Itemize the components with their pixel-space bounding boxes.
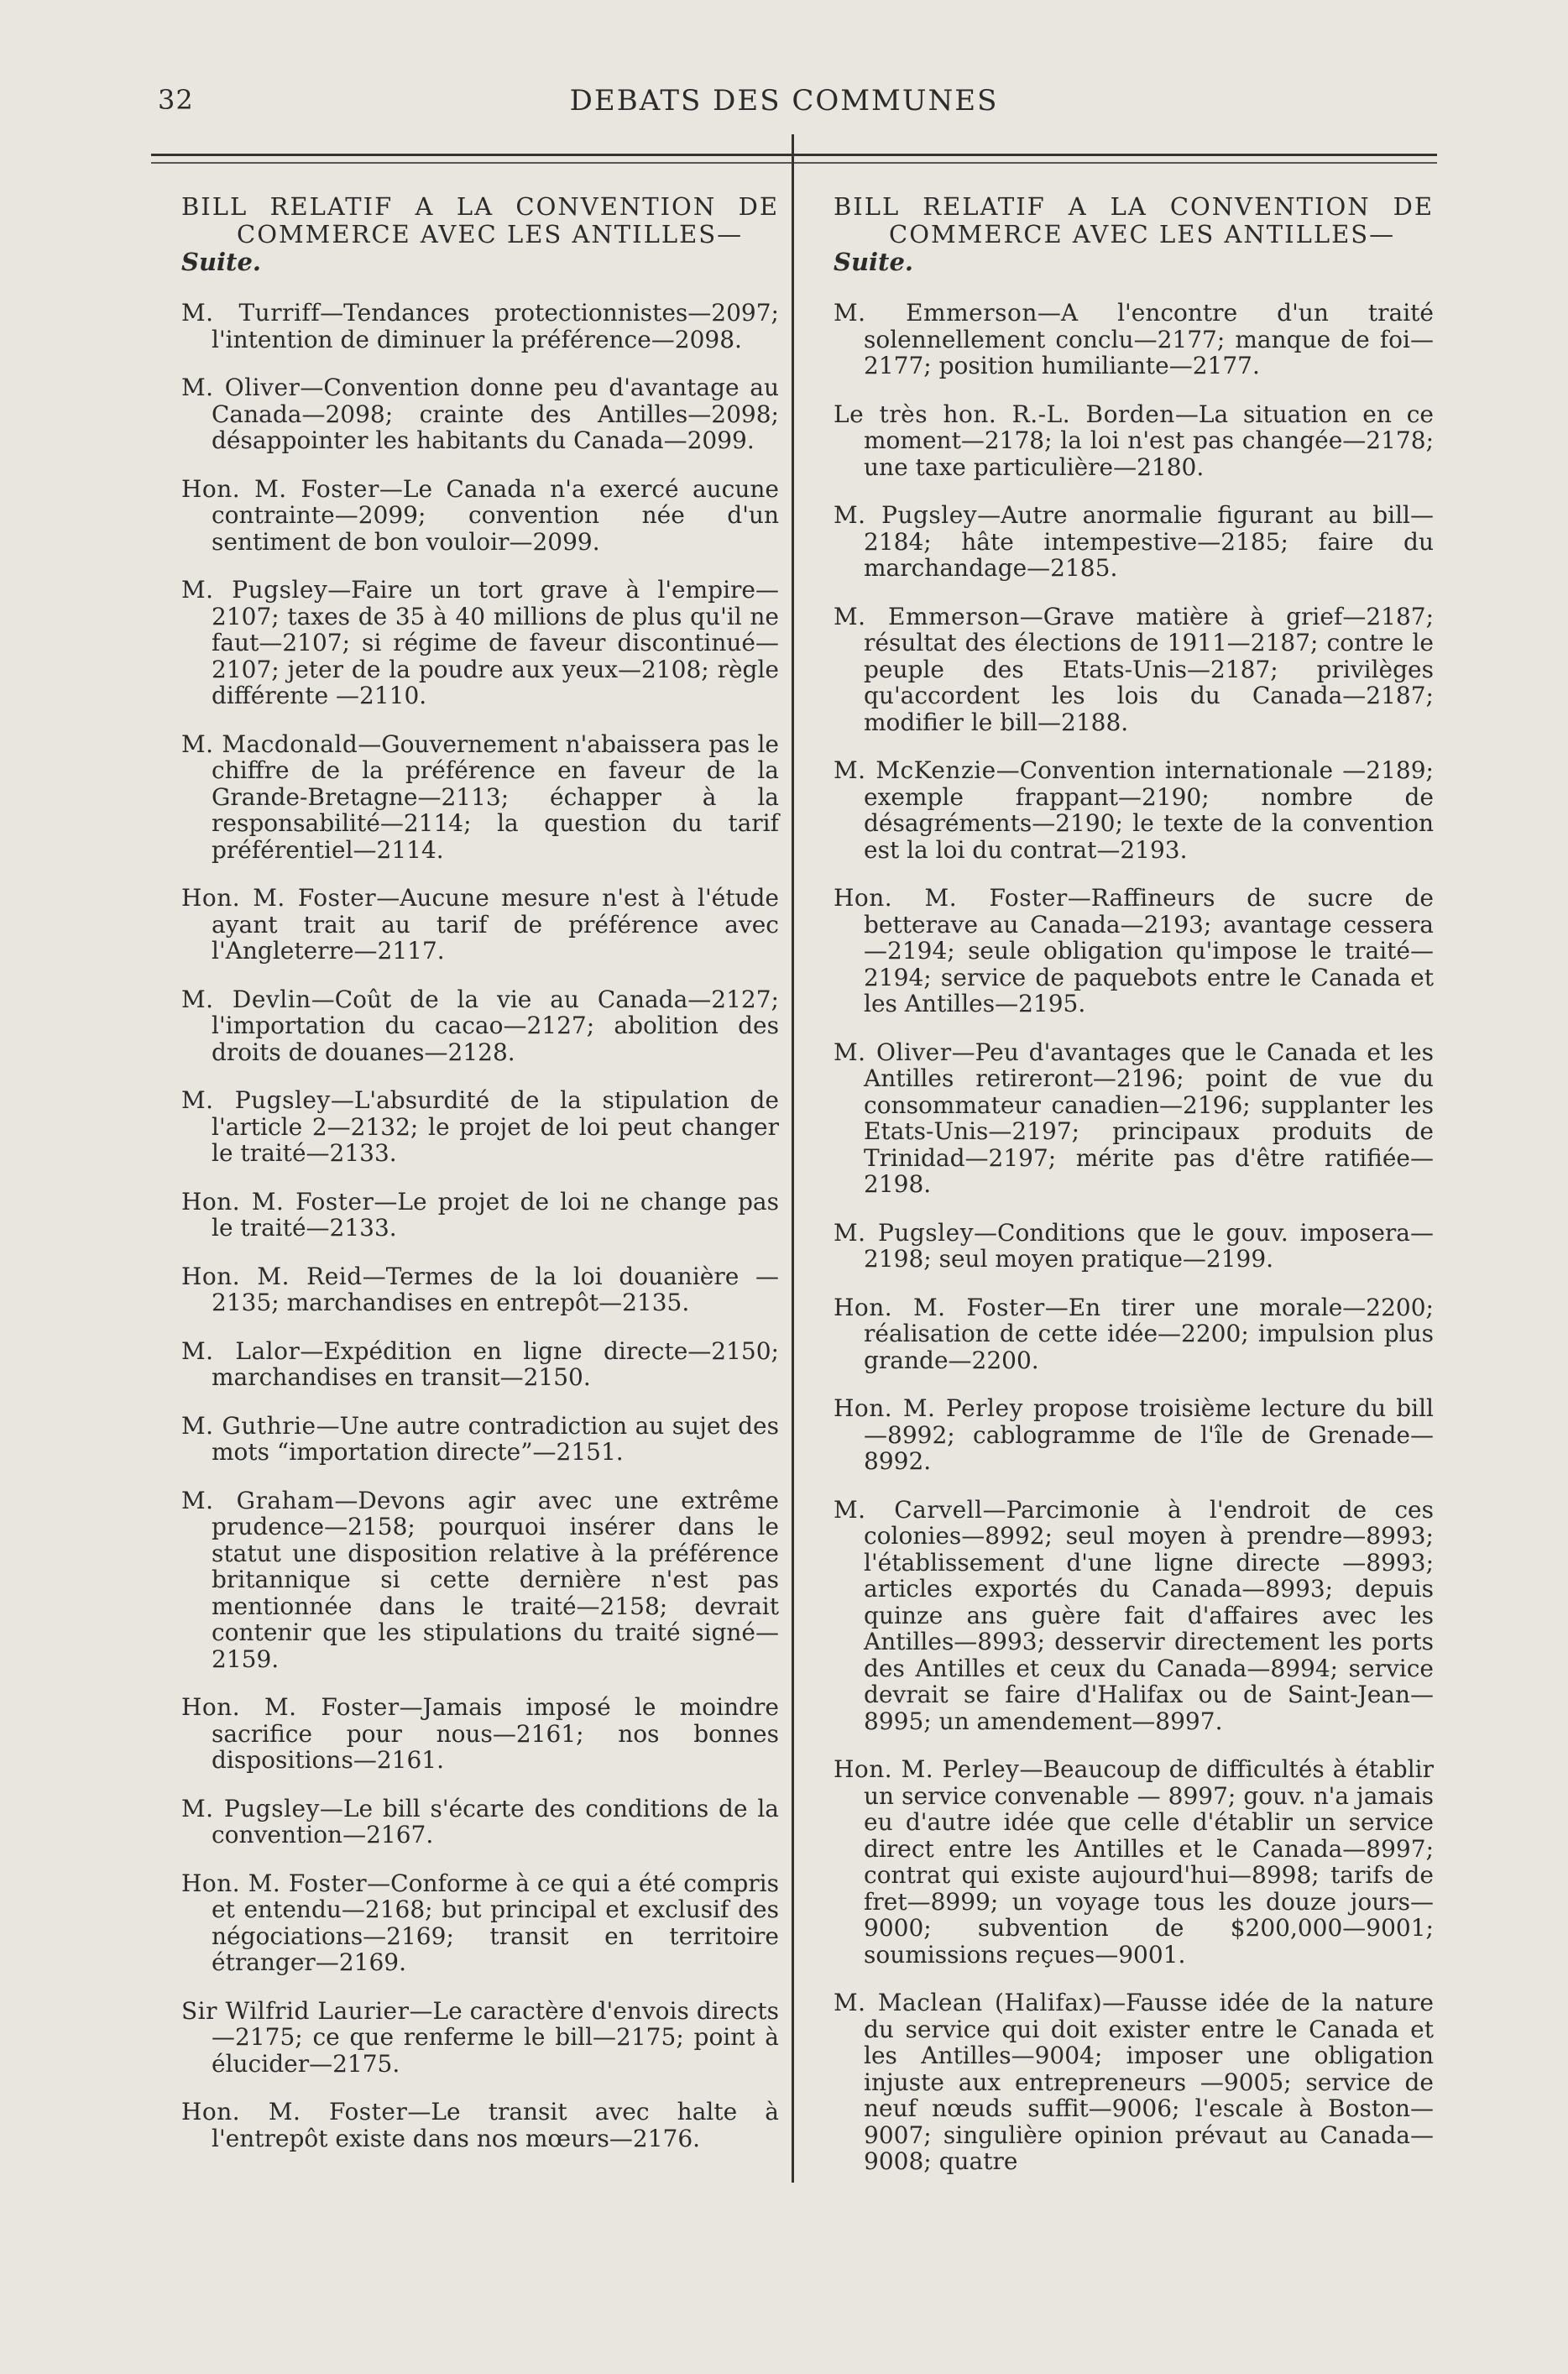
index-entry [834,885,1434,1017]
entry-speaker: Hon. M. Foster [181,884,377,912]
index-entry [181,577,779,709]
page-header [0,0,1568,168]
entry-speaker: M. Pugsley [181,1794,320,1822]
entry-speaker: M. Oliver [181,374,301,401]
entry-text: —Tendances protectionnistes—2097; l'intention de diminuer la préférence—2098. [212,299,779,353]
entry-speaker: Hon. M. Foster [181,2098,408,2126]
index-entry [834,1220,1434,1273]
header-rule-secondary [151,162,1437,164]
section-title-text: BILL RELATIF A LA CONVENTION DE COMMERCE AVEC LES ANTILLES— [181,192,779,248]
entry-text: —L'absurdité de la stipulation de l'article 2—2132; le projet de loi peut changer le traité—2133. [212,1086,780,1167]
right-column [834,193,1434,2197]
index-entry [181,476,779,556]
index-entry [834,502,1434,582]
index-entry [834,1756,1434,1968]
section-title-suite: Suite. [834,248,913,276]
entry-speaker: M. Macdonald [181,729,358,758]
index-entry [181,1796,779,1848]
entry-speaker: Hon. M. Reid [181,1262,363,1290]
page-number: 32 [158,84,194,116]
header-rule [151,154,1437,156]
entry-text: —Faire un tort grave à l'empire—2107; taxes de 35 à 40 millions de plus qu'il ne faut—2107; si régime de faveur discontinué—2107; jeter de la poudre aux yeux—2108; règle différente —2110. [212,576,779,709]
entry-speaker: M. Graham [181,1486,335,1514]
index-entry [834,1294,1434,1374]
entry-speaker: M. Emmerson [834,299,1037,327]
section-title [834,193,1434,276]
left-column [181,193,779,2173]
entry-text: —A l'encontre d'un traité solennellement conclu—2177; manque de foi—2177; position humiliante—2177. [864,299,1434,379]
entry-text: —La situation en ce moment—2178; la loi n'est pas changée—2178; une taxe particulière—2180. [864,400,1435,481]
entry-text: —Conditions que le gouv. imposera—2198; seul moyen pratique—2199. [864,1218,1434,1273]
entry-speaker: Hon. M. Perley [834,1755,1020,1783]
entry-text: —Peu d'avantages que le Canada et les Antilles retireront—2196; point de vue du consommateur canadien—2196; supplanter les Etats-Unis—2197; principaux produits de Trinidad—2197; mérite pas d'être ratifiée—2198. [864,1038,1434,1198]
entry-speaker: M. McKenzie [834,756,996,784]
entry-text: —Le bill s'écarte des conditions de la convention—2167. [212,1794,780,1848]
entry-speaker: M. Devlin [181,985,311,1013]
entry-speaker: M. Pugsley [834,1218,975,1247]
entry-text: —Le Canada n'a exercé aucune contrainte—2099; convention née d'un sentiment de bon vouloir—2099. [212,474,779,556]
index-entry [181,1189,779,1242]
entry-speaker: M. Pugsley [181,1086,331,1114]
index-entry [181,374,779,454]
entry-speaker: M. Lalor [181,1336,301,1365]
entry-text: —Devons agir avec une extrême prudence—2158; pourquoi insérer dans le statut une disposition relative à la préférence britannique si cette dernière n'est pas mentionnée dans le traité—2158; devrait contenir que les stipulations du traité signé—2159. [212,1486,779,1673]
entry-list [181,300,779,2152]
entry-text: —Termes de la loi douanière —2135; marchandises en entrepôt—2135. [212,1262,779,1316]
entry-speaker: Hon. M. Foster [181,1187,374,1216]
entry-text: —Le projet de loi ne change pas le traité—2133. [212,1187,779,1242]
entry-text: —Fausse idée de la nature du service qui doit exister entre le Canada et les Antilles—9004; imposer une obligation injuste aux entrepreneurs —9005; service de neuf nœuds suffit—9006; l'escale à Boston—9007; singulière opinion prévaut au Canada—9008; quatre [864,1989,1434,2175]
index-entry [181,1263,779,1316]
entry-text: —Grave matière à grief—2187; résultat des élections de 1911—2187; contre le peuple des Etats-Unis—2187; privilèges qu'accordent les lois du Canada—2187; modifier le bill—2188. [864,602,1435,736]
index-entry [181,1087,779,1167]
running-head: DEBATS DES COMMUNES [569,84,999,118]
index-entry [834,1039,1434,1198]
index-entry [181,1694,779,1774]
column-divider [792,134,794,2183]
entry-text: —En tirer une morale—2200; réalisation de cette idée—2200; impulsion plus grande—2200. [864,1293,1434,1374]
index-entry [834,604,1434,736]
entry-text: —Coût de la vie au Canada—2127; l'importation du cacao—2127; abolition des droits de douanes—2128. [212,985,779,1066]
index-entry [181,1338,779,1391]
entry-text: —Gouvernement n'abaissera pas le chiffre de la préférence en faveur de la Grande-Bretagne—2113; échapper à la responsabilité—2114; la question du tarif préférentiel—2114. [212,729,779,864]
entry-speaker: M. Pugsley [181,576,328,604]
entry-speaker: Sir Wilfrid Laurier [181,1996,410,2025]
entry-text: —Jamais imposé le moindre sacrifice pour nous—2161; nos bonnes dispositions—2161. [212,1693,779,1774]
entry-list [834,300,1434,2175]
index-entry [181,1488,779,1673]
entry-speaker: Hon. M. Foster [181,1693,400,1721]
entry-speaker: Hon. M. Foster [834,1293,1045,1321]
index-entry [834,757,1434,863]
index-entry [181,885,779,965]
entry-text: —Beaucoup de difficultés à établir un service convenable — 8997; gouv. n'a jamais eu d'autre idée que celle d'établir un service direct entre les Antilles et le Canada—8997; contrat qui existe aujourd'hui—8998; tarifs de fret—8999; un voyage tous les douze jours—9000; subvention de $200,000—9001; soumissions reçues—9001. [864,1755,1434,1969]
entry-text: —Convention internationale —2189; exemple frappant—2190; nombre de désagréments—2190; le texte de la convention est la loi du contrat—2193. [864,756,1434,864]
entry-speaker: M. Oliver [834,1038,952,1066]
entry-speaker: Hon. M. Perley [834,1394,1023,1422]
index-entry [181,2099,779,2152]
index-entry [834,1990,1434,2175]
entry-text: —Conforme à ce qui a été compris et entendu—2168; but principal et exclusif des négociations—2169; transit en territoire étranger—2169. [212,1869,779,1976]
index-entry [834,300,1434,379]
index-entry [181,1870,779,1976]
section-title-text: BILL RELATIF A LA CONVENTION DE COMMERCE AVEC LES ANTILLES— [834,192,1434,248]
index-entry [181,300,779,353]
entry-text: —Parcimonie à l'endroit de ces colonies—8992; seul moyen à prendre—8993; l'établissement d'une ligne directe —8993; articles exportés du Canada—8993; depuis quinze ans guère fait d'affaires avec les Antilles—8993; desservir directement les ports des Antilles et ceux du Canada—8994; service devrait se faire d'Halifax ou de Saint-Jean—8995; un amendement—8997. [864,1495,1434,1735]
entry-text: —Autre anormalie figurant au bill—2184; hâte intempestive—2185; faire du marchandage—2185. [864,501,1434,582]
entry-speaker: Hon. M. Foster [834,884,1068,912]
entry-speaker: M. Turriff [181,299,321,327]
entry-text: —Convention donne peu d'avantage au Canada—2098; crainte des Antilles—2098; désappointer les habitants du Canada—2099. [212,374,779,454]
entry-speaker: M. Guthrie [181,1411,316,1440]
section-title-suite: Suite. [181,248,261,276]
entry-speaker: M. Carvell [834,1495,983,1524]
section-title [181,193,779,276]
index-entry [834,1395,1434,1475]
index-entry [834,1497,1434,1735]
entry-speaker: Hon. M. Foster [181,1869,368,1897]
entry-speaker: M. Maclean (Halifax) [834,1989,1103,2016]
entry-speaker: M. Emmerson [834,602,1020,630]
index-entry [181,986,779,1066]
index-entry [181,1998,779,2078]
index-entry [834,401,1434,481]
index-entry [181,731,779,864]
entry-speaker: Le très hon. R.-L. Borden [834,400,1175,428]
entry-text: —Raffineurs de sucre de betterave au Canada—2193; avantage cessera—2194; seule obligation qu'impose le traité—2194; service de paquebots entre le Canada et les Antilles—2195. [864,884,1434,1017]
entry-text: —Le transit avec halte à l'entrepôt existe dans nos mœurs—2176. [212,2098,779,2152]
entry-text: —Aucune mesure n'est à l'étude ayant trait au tarif de préférence avec l'Angleterre—2117. [212,884,779,965]
entry-text: —Expédition en ligne directe—2150; marchandises en transit—2150. [212,1336,779,1391]
index-entry [181,1413,779,1466]
entry-speaker: Hon. M. Foster [181,474,379,503]
entry-text: —Le caractère d'envois directs—2175; ce que renferme le bill—2175; point à élucider—2175. [212,1996,779,2078]
entry-speaker: M. Pugsley [834,501,978,529]
entry-text: —Une autre contradiction au sujet des mots “importation directe”—2151. [212,1411,779,1466]
entry-text: propose troisième lecture du bill—8992; cablogramme de l'île de Grenade—8992. [864,1394,1434,1475]
